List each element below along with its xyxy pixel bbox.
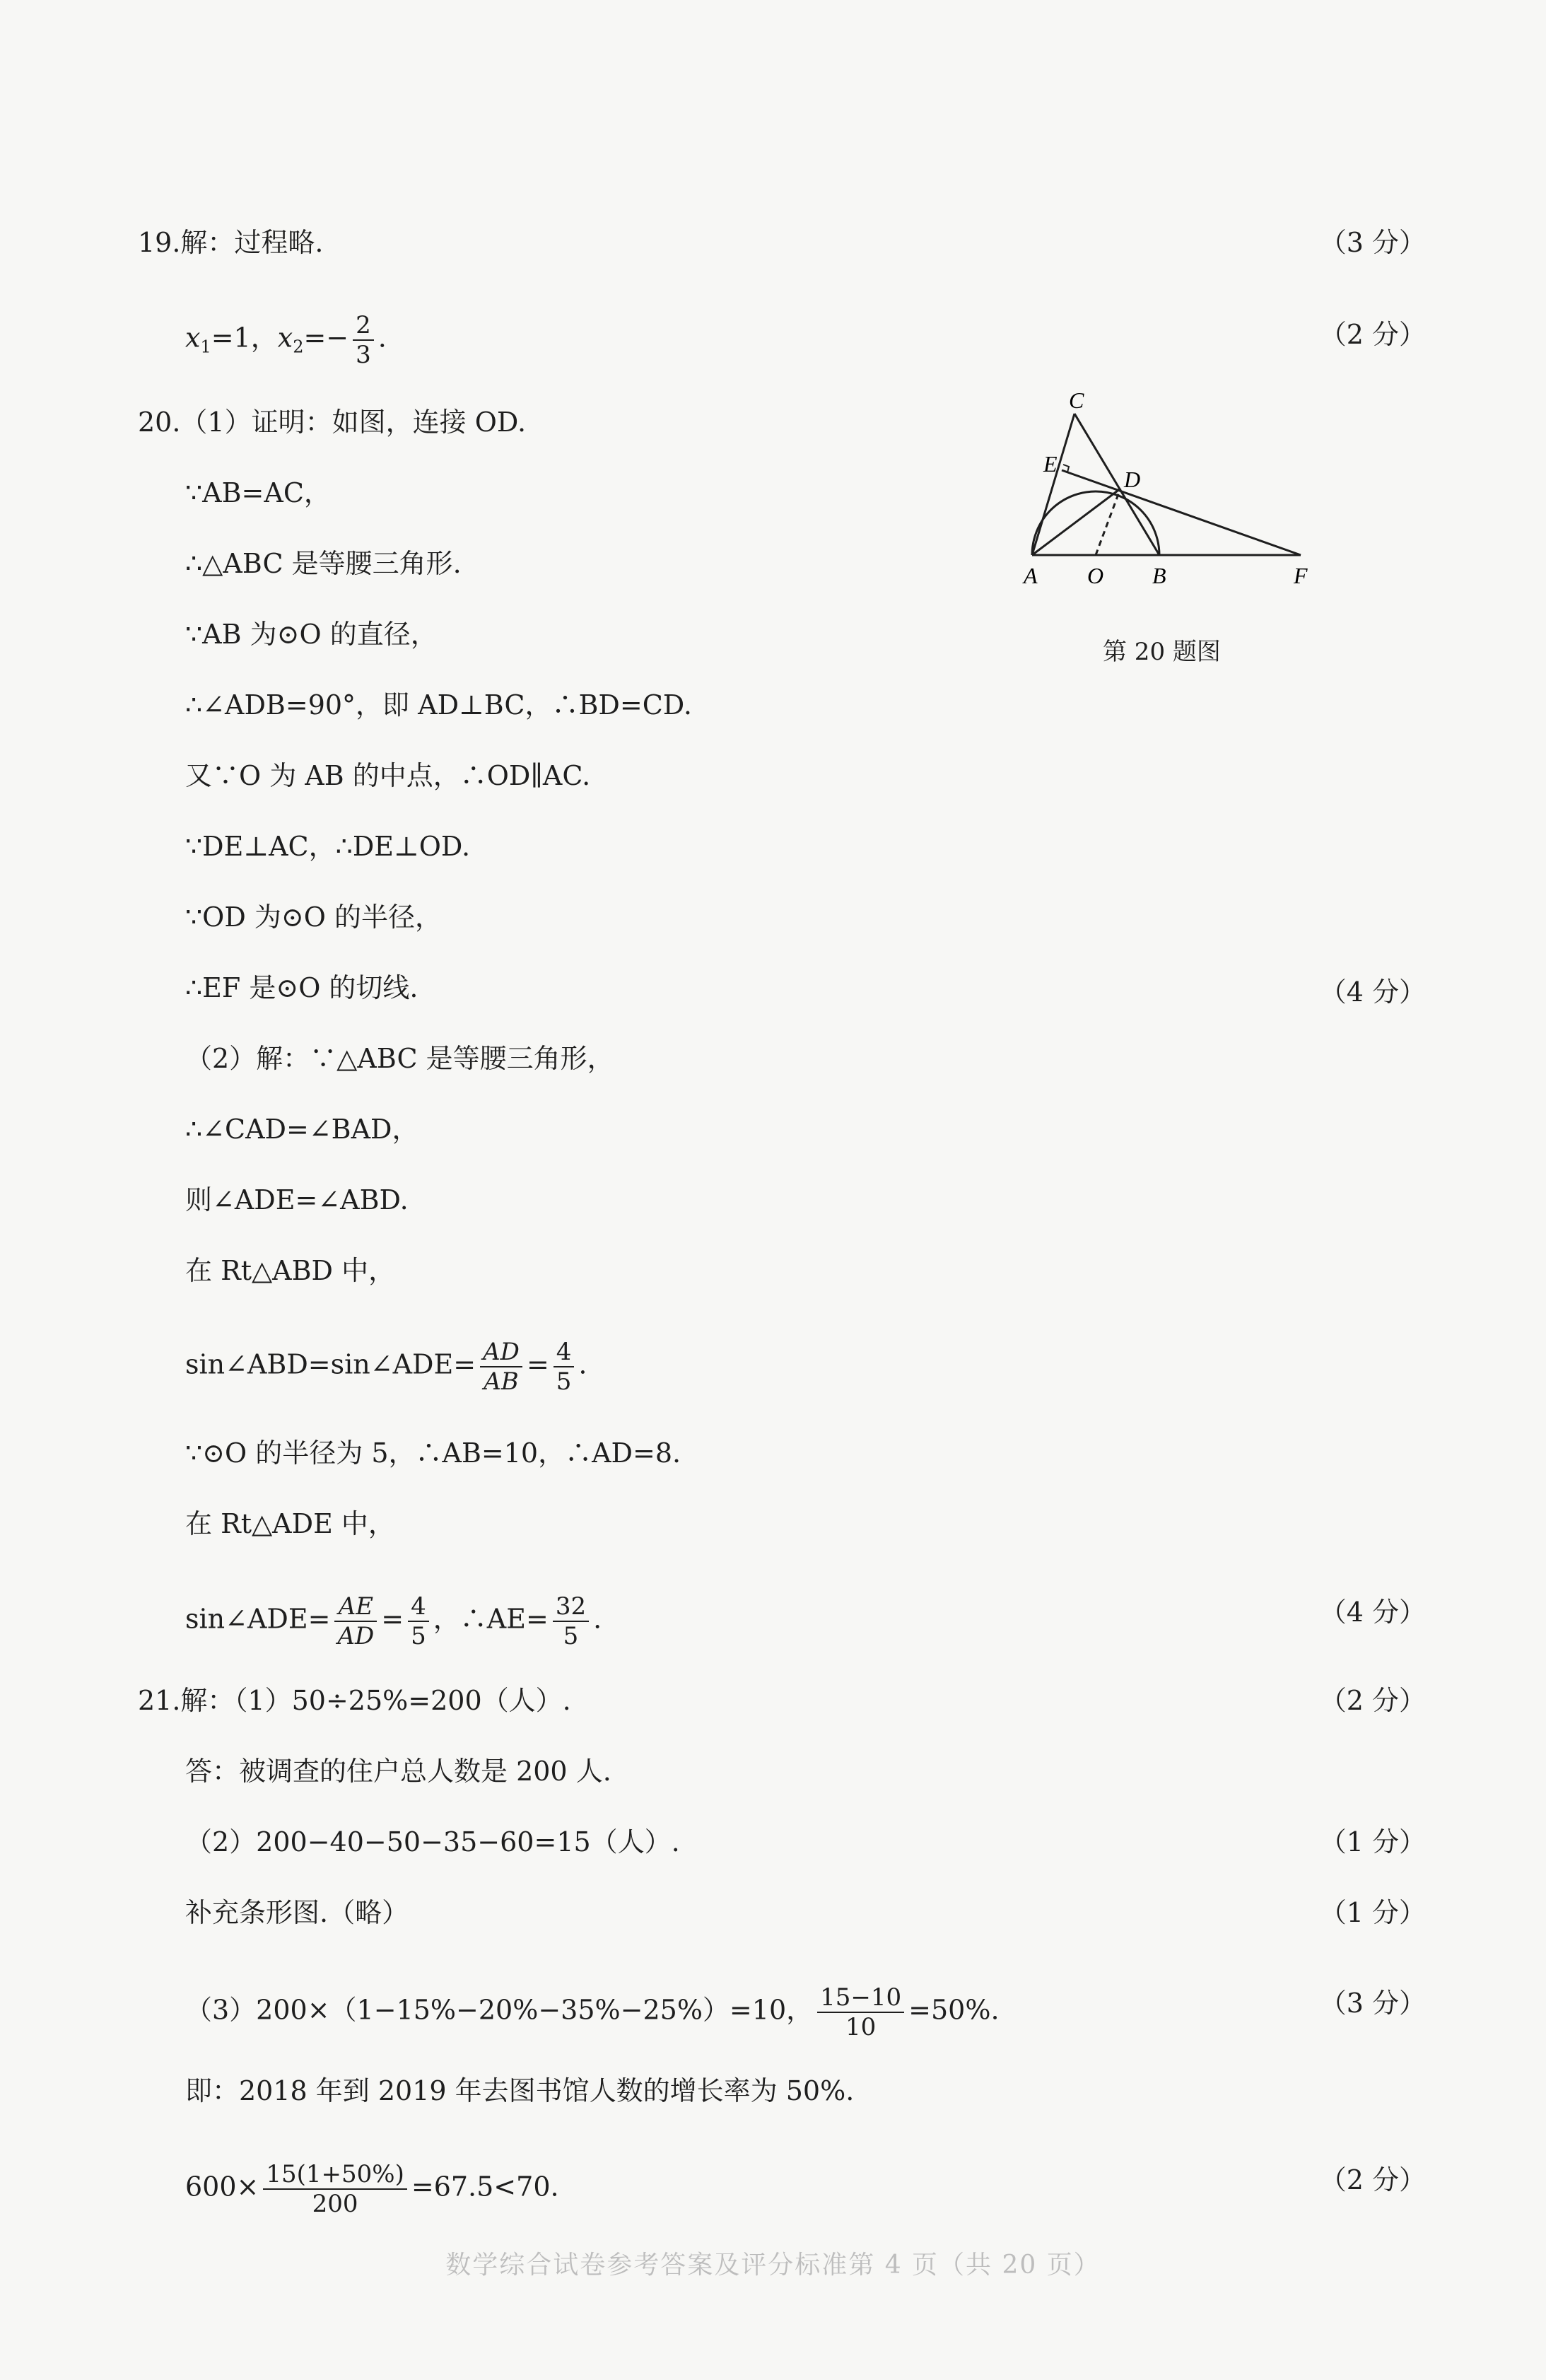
- q20-line-1: 20.（1）证明：如图，连接 OD.: [138, 407, 527, 438]
- q20-line-14: [185, 1338, 587, 1396]
- q20-l17-frac-1-den: AD: [337, 1622, 375, 1650]
- q19-roots: [185, 311, 387, 369]
- q21-l7-frac: [263, 2160, 406, 2218]
- q19-fraction-den: 3: [356, 341, 371, 369]
- q20-line-9: ∴EF 是⊙O 的切线.: [185, 972, 418, 1003]
- q20-l17-end: .: [593, 1603, 602, 1635]
- q21-line-3: （2）200−40−50−35−60=15（人）.: [185, 1826, 680, 1857]
- label-d: D: [1124, 467, 1141, 492]
- q20-l14-frac-1-num: AD: [480, 1338, 522, 1367]
- q21-line-4: 补充条形图.（略）: [185, 1897, 409, 1928]
- q21-score-2: （1 分）: [1319, 1826, 1426, 1857]
- q21-l7-frac-num: 15(1+50%): [263, 2160, 406, 2190]
- q20-l17-mid: ，∴AE=: [433, 1603, 549, 1635]
- q20-line-13: 在 Rt△ABD 中，: [185, 1255, 396, 1286]
- q20-line-15: ∵⊙O 的半径为 5，∴AB=10，∴AD=8.: [185, 1437, 681, 1469]
- q21-line-6: 即：2018 年到 2019 年去图书馆人数的增长率为 50%.: [185, 2075, 855, 2106]
- q20-line-16: 在 Rt△ADE 中，: [185, 1508, 395, 1539]
- q21-line-2: 答：被调查的住户总人数是 200 人.: [185, 1756, 611, 1787]
- page-footer: 数学综合试卷参考答案及评分标准第 4 页（共 20 页）: [445, 2251, 1101, 2280]
- q19-score-1: （3 分）: [1319, 227, 1426, 258]
- q20-line-8: ∵OD 为⊙O 的半径，: [185, 902, 442, 933]
- q20-line-5: ∴∠ADB=90°，即 AD⊥BC，∴BD=CD.: [185, 689, 692, 721]
- q20-l14-frac-2-den: 5: [556, 1367, 572, 1396]
- q20-l14-frac-2-num: 4: [554, 1338, 575, 1367]
- q19-score-2: （2 分）: [1319, 319, 1426, 350]
- q19-x2-sub: 2: [293, 337, 304, 357]
- q19-x1: x: [185, 322, 201, 354]
- q19-x1-eq: =1，: [211, 322, 278, 354]
- q21-l5-frac: [817, 1983, 904, 2041]
- label-c: C: [1069, 392, 1084, 413]
- q20-l17-pre: sin∠ADE=: [185, 1603, 331, 1635]
- label-e: E: [1043, 451, 1058, 477]
- q19-x2-eq: =−: [303, 322, 349, 354]
- q21-l7-pre: 600×: [185, 2171, 259, 2203]
- q20-line-12: 则∠ADE=∠ABD.: [185, 1184, 409, 1215]
- label-a: A: [1024, 563, 1038, 588]
- label-o: O: [1087, 563, 1104, 588]
- q20-l17-frac-2: [408, 1592, 429, 1650]
- q20-line-17: [185, 1592, 602, 1650]
- q20-line-7: ∵DE⊥AC，∴DE⊥OD.: [185, 831, 471, 862]
- q20-line-4: ∵AB 为⊙O 的直径，: [185, 619, 438, 650]
- q20-l14-eq: =: [526, 1348, 549, 1380]
- q20-l17-eq: =: [381, 1603, 404, 1635]
- q20-score-1: （4 分）: [1319, 976, 1426, 1008]
- q20-l14-pre: sin∠ABD=sin∠ADE=: [185, 1348, 476, 1380]
- q20-l17-frac-3-den: 5: [563, 1622, 579, 1650]
- q20-line-11: ∴∠CAD=∠BAD，: [185, 1114, 419, 1145]
- q21-line-1: 21.解：（1）50÷25%=200（人）.: [138, 1685, 571, 1716]
- q21-score-4: （3 分）: [1319, 1988, 1426, 2019]
- q21-l5-frac-den: 10: [845, 2013, 877, 2041]
- q20-l14-frac-1: [480, 1338, 522, 1396]
- q20-line-10: （2）解：∵△ABC 是等腰三角形，: [185, 1043, 614, 1074]
- q21-l5-frac-num: 15−10: [817, 1983, 904, 2013]
- q21-l7-frac-den: 200: [312, 2190, 358, 2218]
- line-ac: [1032, 414, 1074, 555]
- q21-l5-pre: （3）200×（1−15%−20%−35%−25%）=10，: [185, 1994, 814, 2026]
- q20-l17-frac-2-den: 5: [411, 1622, 426, 1650]
- line-cb: [1074, 414, 1159, 555]
- q20-figure-caption: 第 20 题图: [1103, 638, 1221, 666]
- q20-l17-frac-1: [334, 1592, 377, 1650]
- q20-l14-frac-1-den: AB: [484, 1367, 519, 1396]
- q20-l14-end: .: [578, 1348, 587, 1380]
- q20-line-2: ∵AB=AC，: [185, 477, 331, 508]
- q19-fraction-num: 2: [353, 311, 374, 341]
- q21-line-7: [185, 2160, 559, 2218]
- q21-l5-end: =50%.: [908, 1994, 1000, 2026]
- q20-geometry-figure: [1004, 392, 1357, 605]
- q20-line-6: 又∵O 为 AB 的中点，∴OD∥AC.: [185, 760, 591, 791]
- q20-l17-frac-1-num: AE: [334, 1592, 377, 1622]
- q19-x1-sub: 1: [200, 337, 211, 357]
- q21-score-3: （1 分）: [1319, 1897, 1426, 1928]
- line-ef: [1062, 470, 1301, 555]
- q19-x2: x: [277, 322, 293, 354]
- q20-l17-frac-3: [553, 1592, 589, 1650]
- q19-line-1: 19.解：过程略.: [138, 227, 324, 258]
- q20-score-2: （4 分）: [1319, 1597, 1426, 1628]
- q21-score-5: （2 分）: [1319, 2164, 1426, 2195]
- q21-line-5: [185, 1983, 1000, 2041]
- q21-l7-end: =67.5<70.: [411, 2171, 559, 2203]
- q20-line-3: ∴△ABC 是等腰三角形.: [185, 548, 462, 579]
- label-b: B: [1152, 563, 1166, 588]
- q20-l17-frac-3-num: 32: [553, 1592, 589, 1622]
- q19-fraction: [353, 311, 374, 369]
- q20-l14-frac-2: [554, 1338, 575, 1396]
- q20-l17-frac-2-num: 4: [408, 1592, 429, 1622]
- q21-score-1: （2 分）: [1319, 1685, 1426, 1716]
- label-f: F: [1294, 563, 1308, 588]
- q19-end: .: [377, 322, 387, 354]
